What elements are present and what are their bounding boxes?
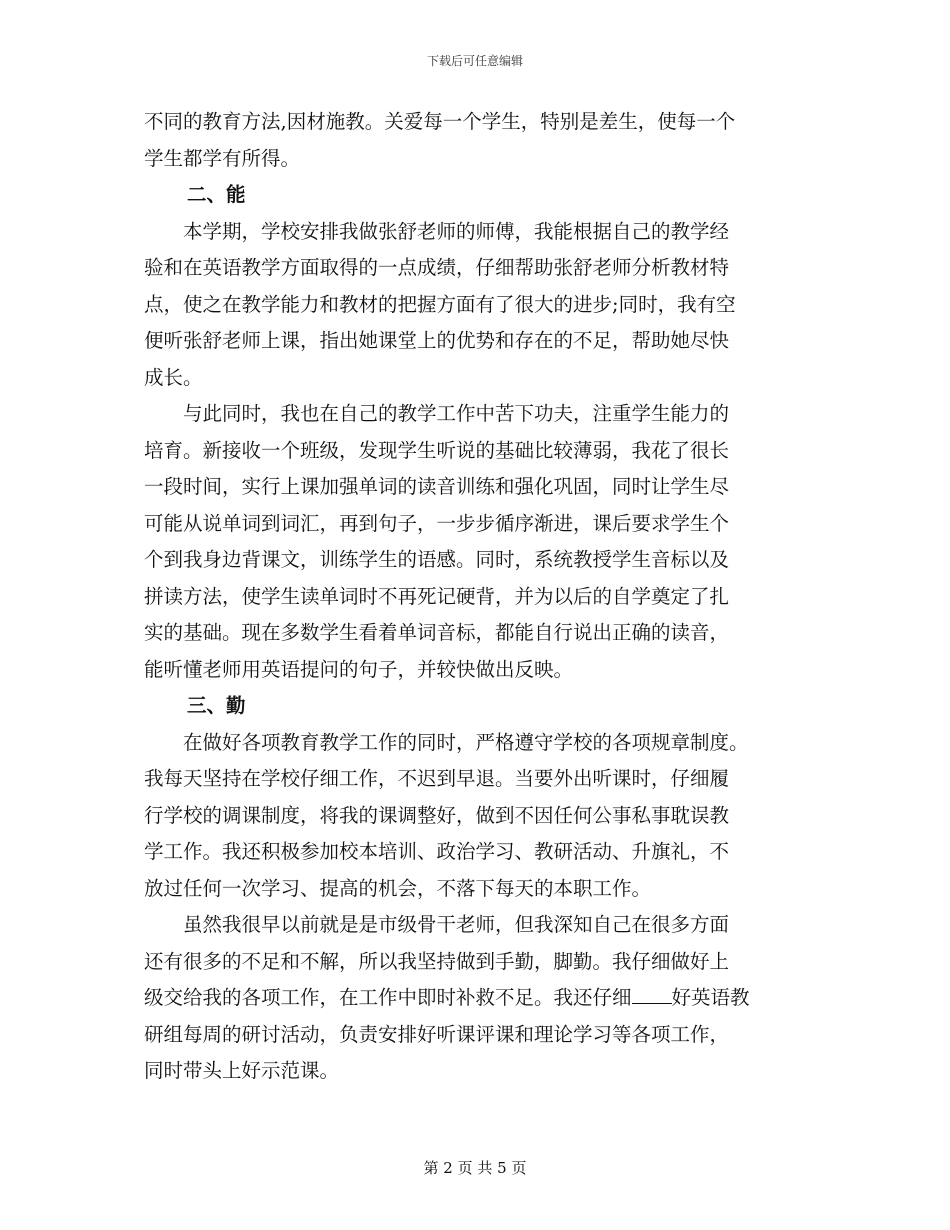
text-line: 放过任何一次学习、提高的机会，不落下每天的本职工作。 <box>144 876 652 900</box>
paragraph-4 <box>144 725 814 908</box>
text-line: 还有很多的不足和不解，所以我坚持做到手勤，脚勤。我仔细做好上 <box>144 949 730 973</box>
text-line: 能听懂老师用英语提问的句子，并较快做出反映。 <box>144 657 574 681</box>
text-line: 拼读方法，使学生读单词时不再死记硬背，并为以后的自学奠定了扎 <box>144 584 730 608</box>
text-line: 便听张舒老师上课，指出她课堂上的优势和存在的不足，帮助她尽快 <box>144 329 730 352</box>
text-line: 研组每周的研讨活动，负责安排好听课评课和理论学习等各项工作， <box>144 1022 730 1046</box>
text-line: 虽然我很早以前就是是市级骨干老师，但我深知自己在很多方面 <box>183 913 730 936</box>
text-line: 可能从说单词到词汇，再到句子，一步步循序渐进，课后要求学生个 <box>144 511 730 535</box>
text-line: 与此同时，我也在自己的教学工作中苦下功夫，注重学生能力的 <box>183 402 730 425</box>
text-line: 培育。新接收一个班级，发现学生听说的基础比较薄弱，我花了很长 <box>144 438 730 462</box>
document-body <box>144 104 814 1090</box>
text-line: 成长。 <box>144 365 203 389</box>
text-line: 学工作。我还积极参加校本培训、政治学习、教研活动、升旗礼，不 <box>144 840 730 863</box>
text-line: 同时带头上好示范课。 <box>144 1059 340 1082</box>
paragraph-1 <box>144 104 814 177</box>
text-line: 一段时间，实行上课加强单词的读音训练和强化巩固，同时让学生尽 <box>144 475 730 498</box>
fill-in-blank <box>632 985 672 1004</box>
text-line: 实的基础。现在多数学生看着单词音标，都能自行说出正确的读音， <box>144 621 730 644</box>
paragraph-2 <box>144 214 814 397</box>
text-line: 验和在英语教学方面取得的一点成绩，仔细帮助张舒老师分析教材特 <box>144 256 730 279</box>
text-line: 不同的教育方法,因材施教。关爱每一个学生，特别是差生，使每一个 <box>144 110 736 133</box>
section-heading-neng: 二、能 <box>187 183 246 206</box>
text-line: 本学期，学校安排我做张舒老师的师傅，我能根据自己的教学经 <box>183 219 730 243</box>
text-line: 我每天坚持在学校仔细工作，不迟到早退。当要外出听课时，仔细履 <box>144 767 730 790</box>
text-line: 行学校的调课制度，将我的课调整好，做到不因任何公事私事耽误教 <box>144 803 730 827</box>
text-segment: 好英语教 <box>671 986 750 1009</box>
paragraph-5 <box>144 907 814 1090</box>
text-line <box>144 980 814 1017</box>
page-header: 下载后可任意编辑 <box>426 54 523 68</box>
text-segment: 级交给我的各项工作，在工作中即时补救不足。我还仔细 <box>144 986 632 1009</box>
paragraph-3 <box>144 396 814 688</box>
section-heading-qin: 三、勤 <box>187 694 246 717</box>
page-footer: 第 2 页 共 5 页 <box>423 1159 527 1177</box>
text-line: 个到我身边背课文，训练学生的语感。同时，系统教授学生音标以及 <box>144 548 730 571</box>
text-line: 点，使之在教学能力和教材的把握方面有了很大的进步;同时，我有空 <box>144 292 736 316</box>
text-line: 在做好各项教育教学工作的同时，严格遵守学校的各项规章制度。 <box>183 730 749 754</box>
text-line: 学生都学有所得。 <box>144 146 301 170</box>
